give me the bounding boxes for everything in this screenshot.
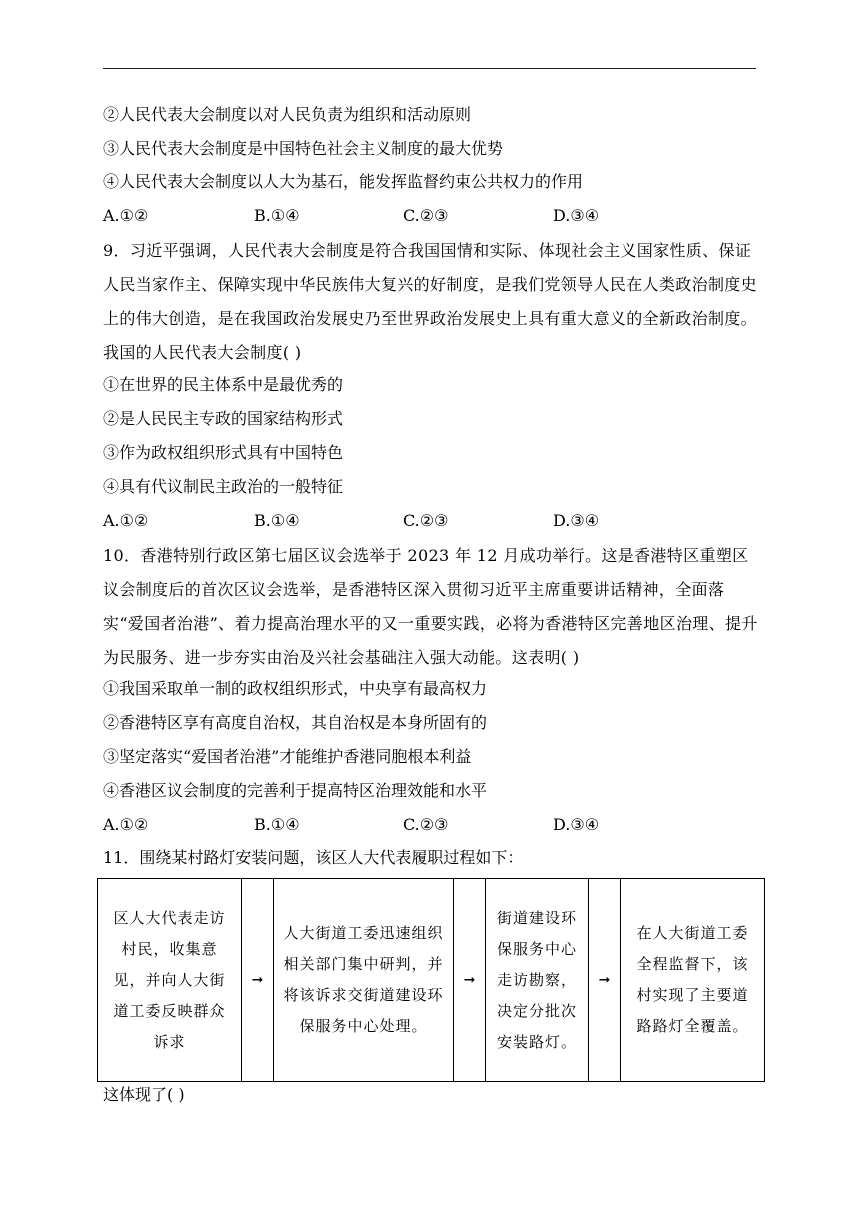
- choice-b: B.①④: [254, 206, 300, 225]
- flow-step-2: 人大街道工委迅速组织相关部门集中研判，并将该诉求交街道建设环保服务中心处理。: [274, 879, 454, 1082]
- flow-step-4: 在人大街道工委全程监督下，该村实现了主要道路路灯全覆盖。: [621, 879, 765, 1082]
- q10-option-2: ②香港特区享有高度自治权，其自治权是本身所固有的: [103, 713, 488, 732]
- q11-tail: 这体现了( ): [103, 1085, 185, 1104]
- q10-option-3: ③坚定落实“爱国者治港”才能维护香港同胞根本利益: [103, 747, 472, 766]
- q10-option-1: ①我国采取单一制的政权组织形式，中央享有最高权力: [103, 679, 488, 698]
- choice-d: D.③④: [553, 206, 600, 225]
- choice-b: B.①④: [254, 815, 300, 834]
- choice-c: C.②③: [403, 815, 449, 834]
- arrow-right-icon: ➞: [454, 879, 486, 1082]
- q11-stem: 11．围绕某村路灯安装问题，该区人大代表履职过程如下：: [103, 848, 524, 867]
- choice-d: D.③④: [553, 815, 600, 834]
- q9-option-4: ④具有代议制民主政治的一般特征: [103, 477, 344, 496]
- q10-option-4: ④香港区议会制度的完善利于提高特区治理效能和水平: [103, 781, 488, 800]
- flow-step-3: 街道建设环保服务中心走访勘察，决定分批次安装路灯。: [486, 879, 589, 1082]
- header-rule: [103, 68, 756, 69]
- prev-option-4: ④人民代表大会制度以人大为基石，能发挥监督约束公共权力的作用: [103, 172, 584, 191]
- q9-option-1: ①在世界的民主体系中是最优秀的: [103, 375, 344, 394]
- q9-option-3: ③作为政权组织形式具有中国特色: [103, 443, 344, 462]
- choice-b: B.①④: [254, 511, 300, 530]
- choice-c: C.②③: [403, 511, 449, 530]
- choice-c: C.②③: [403, 206, 449, 225]
- arrow-right-icon: ➞: [242, 879, 274, 1082]
- prev-option-3: ③人民代表大会制度是中国特色社会主义制度的最大优势: [103, 139, 504, 158]
- process-flow-table: [97, 878, 765, 1082]
- choice-a: A.①②: [103, 206, 149, 225]
- prev-option-2: ②人民代表大会制度以对人民负责为组织和活动原则: [103, 105, 472, 124]
- flow-step-1: 区人大代表走访村民，收集意见，并向人大街道工委反映群众诉求: [98, 879, 242, 1082]
- choice-d: D.③④: [553, 511, 600, 530]
- q10-stem: 10．香港特别行政区第七届区议会选举于 2023 年 12 月成功举行。这是香港特区重塑区议会制度后的首次区议会选举，是香港特区深入贯彻习近平主席重要讲话精神，全面落实“爱国者治港”、着力提高治理水平的又一重要实践，必将为香港特区完善地区治理、提升为民服务、进一步夯实由治及兴社会基础注入强大动能。这表明( ): [103, 546, 758, 667]
- arrow-right-icon: ➞: [589, 879, 621, 1082]
- q9-stem: 9．习近平强调，人民代表大会制度是符合我国国情和实际、体现社会主义国家性质、保证人民当家作主、保障实现中华民族伟大复兴的好制度，是我们党领导人民在人类政治制度史上的伟大创造，是在我国政治发展史乃至世界政治发展史上具有重大意义的全新政治制度。我国的人民代表大会制度( ): [103, 241, 758, 362]
- choice-a: A.①②: [103, 511, 149, 530]
- q9-option-2: ②是人民民主专政的国家结构形式: [103, 409, 344, 428]
- choice-a: A.①②: [103, 815, 149, 834]
